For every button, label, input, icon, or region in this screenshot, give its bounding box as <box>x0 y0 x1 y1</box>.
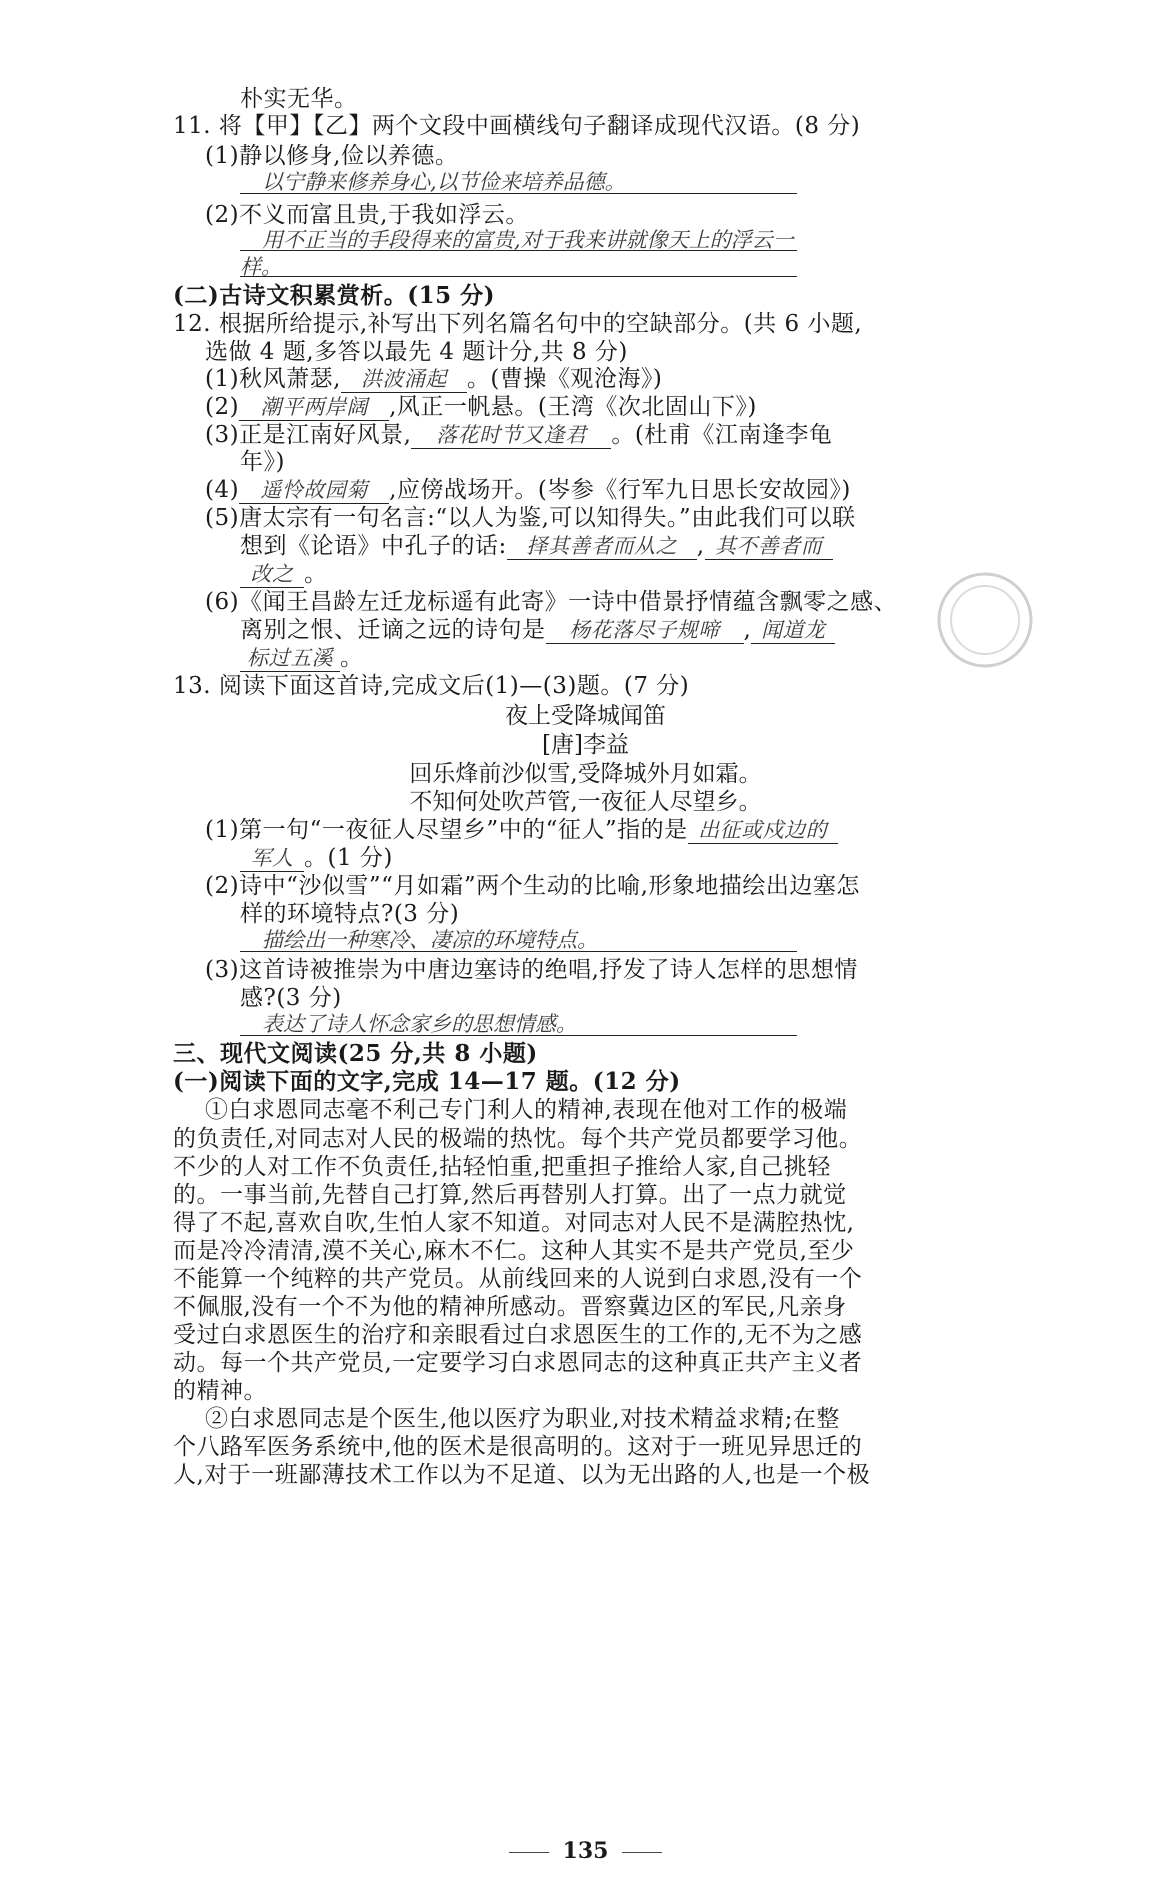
prompt-text: 。(1 分) <box>304 845 393 871</box>
answer-line <box>240 951 797 952</box>
fill-blank: 改之 <box>240 561 304 588</box>
paragraph-line: 受过白求恩医生的治疗和亲眼看过白求恩医生的工作的,无不为之感 <box>173 1322 863 1348</box>
prompt-text: 离别之恨、迁谪之远的诗句是 <box>240 617 546 643</box>
question-13-2b: 样的环境特点?(3 分) <box>240 901 460 927</box>
paragraph-line: 不佩服,没有一个不为他的精神所感动。晋察冀边区的军民,凡亲身 <box>173 1294 847 1320</box>
question-12-6a: (6)《闻王昌龄左迁龙标遥有此寄》一诗中借景抒情蕴含飘零之感、 <box>205 589 898 615</box>
question-13: 13. 阅读下面这首诗,完成文后(1)—(3)题。(7 分) <box>173 673 690 699</box>
answer-11-2b: 样。 <box>240 255 282 279</box>
question-12-1 <box>205 364 662 394</box>
paragraph-line: 的精神。 <box>173 1378 267 1404</box>
prompt-text: (1)秋风萧瑟, <box>205 366 341 392</box>
fill-blank: 择其善者而从之 <box>507 533 697 560</box>
paragraph-line: 的负责任,对同志对人民的极端的热忱。每个共产党员都要学习他。 <box>173 1126 863 1152</box>
prompt-text: ,应傍战场开。(岑参《行军九日思长安故园》) <box>389 477 851 503</box>
fill-blank: 遥怜故园菊 <box>239 477 389 504</box>
answer-13-3: 表达了诗人怀念家乡的思想情感。 <box>262 1012 577 1036</box>
answer-13-2: 描绘出一种寒冷、凄凉的环境特点。 <box>262 928 598 952</box>
paragraph-line: 而是冷冷清清,漠不关心,麻木不仁。这种人其实不是共产党员,至少 <box>173 1238 855 1264</box>
question-12-3b: 年》) <box>240 449 285 475</box>
paragraph-line: 不能算一个纯粹的共产党员。从前线回来的人说到白求恩,没有一个 <box>173 1266 863 1292</box>
question-12-5a: (5)唐太宗有一句名言:“以人为鉴,可以知得失。”由此我们可以联 <box>205 505 856 531</box>
question-13-1b <box>240 843 393 873</box>
question-12-6c <box>240 643 364 673</box>
question-13-3a: (3)这首诗被推崇为中唐边塞诗的绝唱,抒发了诗人怎样的思想情 <box>205 957 858 983</box>
question-13-3b: 感?(3 分) <box>240 985 342 1011</box>
question-12-5b <box>240 531 833 561</box>
fill-blank: 其不善者而 <box>705 533 833 560</box>
question-12a: 12. 根据所给提示,补写出下列名篇名句中的空缺部分。(共 6 小题, <box>173 311 863 337</box>
prompt-text: (2) <box>205 394 240 420</box>
poem-title: 夜上受降城闻笛 <box>505 703 666 729</box>
answer-line <box>240 1035 797 1036</box>
answer-11-2a: 用不正当的手段得来的富贵,对于我来讲就像天上的浮云一 <box>262 228 794 252</box>
paragraph-line: 人,对于一班鄙薄技术工作以为不足道、以为无出路的人,也是一个极 <box>173 1462 871 1488</box>
prompt-text: (3)正是江南好风景, <box>205 422 412 448</box>
question-11-2: (2)不义而富且贵,于我如浮云。 <box>205 202 529 228</box>
question-12b: 选做 4 题,多答以最先 4 题计分,共 8 分) <box>205 339 628 365</box>
fill-blank: 洪波涌起 <box>341 366 467 393</box>
fill-blank: 潮平两岸阔 <box>239 394 389 421</box>
paragraph-line: 个八路军医务系统中,他的医术是很高明的。这对于一班见异思迁的 <box>173 1434 863 1460</box>
prompt-text: 。 <box>340 645 364 671</box>
paragraph-line: 的。一事当前,先替自己打算,然后再替别人打算。出了一点力就觉 <box>173 1182 847 1208</box>
answer-line <box>240 250 797 251</box>
text-line: 朴实无华。 <box>240 86 358 112</box>
answer-11-1: 以宁静来修养身心,以节俭来培养品德。 <box>262 170 626 194</box>
answer-line <box>240 193 797 194</box>
page-number-text: 135 <box>562 1838 609 1864</box>
prompt-text: 。(曹操《观沧海》) <box>466 366 663 392</box>
question-11-1: (1)静以修身,俭以养德。 <box>205 143 459 169</box>
poem-line: 不知何处吹芦管,一夜征人尽望乡。 <box>409 789 762 815</box>
prompt-text: (4) <box>205 477 240 503</box>
page-number-dash <box>622 1852 662 1853</box>
question-12-5c <box>240 559 328 589</box>
fill-blank: 军人 <box>240 845 304 872</box>
fill-blank: 闻道龙 <box>751 617 835 644</box>
prompt-text: ,风正一帆悬。(王湾《次北固山下》) <box>389 394 757 420</box>
paragraph-line: ①白求恩同志毫不利己专门利人的精神,表现在他对工作的极端 <box>205 1097 848 1123</box>
paragraph-line: 不少的人对工作不负责任,拈轻怕重,把重担子推给人家,自己挑轻 <box>173 1154 831 1180</box>
fill-blank: 落花时节又逢君 <box>411 422 611 449</box>
fill-blank: 标过五溪 <box>240 645 340 672</box>
section-heading-3: 三、现代文阅读(25 分,共 8 小题) <box>173 1040 538 1067</box>
paragraph-line: 动。每一个共产党员,一定要学习白求恩同志的这种真正共产主义者 <box>173 1350 863 1376</box>
section-heading-3-1: (一)阅读下面的文字,完成 14—17 题。(12 分) <box>173 1068 681 1095</box>
answer-line <box>240 276 797 277</box>
fill-blank: 出征或戍边的 <box>688 817 838 844</box>
prompt-text: 。(杜甫《江南逢李龟 <box>611 422 833 448</box>
fill-blank: 杨花落尽子规啼 <box>546 617 744 644</box>
prompt-text: 。 <box>304 561 328 587</box>
watermark-stamp-icon <box>930 565 1040 675</box>
prompt-text: 想到《论语》中孔子的话: <box>240 533 507 559</box>
question-13-2a: (2)诗中“沙似雪”“月如霜”两个生动的比喻,形象地描绘出边塞怎 <box>205 873 860 899</box>
question-12-2 <box>205 392 757 422</box>
question-12-4 <box>205 475 851 505</box>
prompt-text: , <box>696 533 705 559</box>
poem-author: [唐]李益 <box>542 732 629 758</box>
question-11: 11. 将【甲】【乙】两个文段中画横线句子翻译成现代汉语。(8 分) <box>173 113 861 139</box>
paragraph-line: ②白求恩同志是个医生,他以医疗为职业,对技术精益求精;在整 <box>205 1406 840 1432</box>
prompt-text: , <box>743 617 752 643</box>
page-number-dash <box>509 1852 549 1853</box>
poem-line: 回乐烽前沙似雪,受降城外月如霜。 <box>409 761 762 787</box>
section-heading-2: (二)古诗文积累赏析。(15 分) <box>173 282 496 309</box>
question-12-6b <box>240 615 835 645</box>
prompt-text: (1)第一句“一夜征人尽望乡”中的“征人”指的是 <box>205 817 688 843</box>
page-number <box>0 1838 1171 1864</box>
question-13-1a <box>205 815 838 845</box>
question-12-3 <box>205 420 832 450</box>
paragraph-line: 得了不起,喜欢自吹,生怕人家不知道。对同志对人民不是满腔热忱, <box>173 1210 855 1236</box>
